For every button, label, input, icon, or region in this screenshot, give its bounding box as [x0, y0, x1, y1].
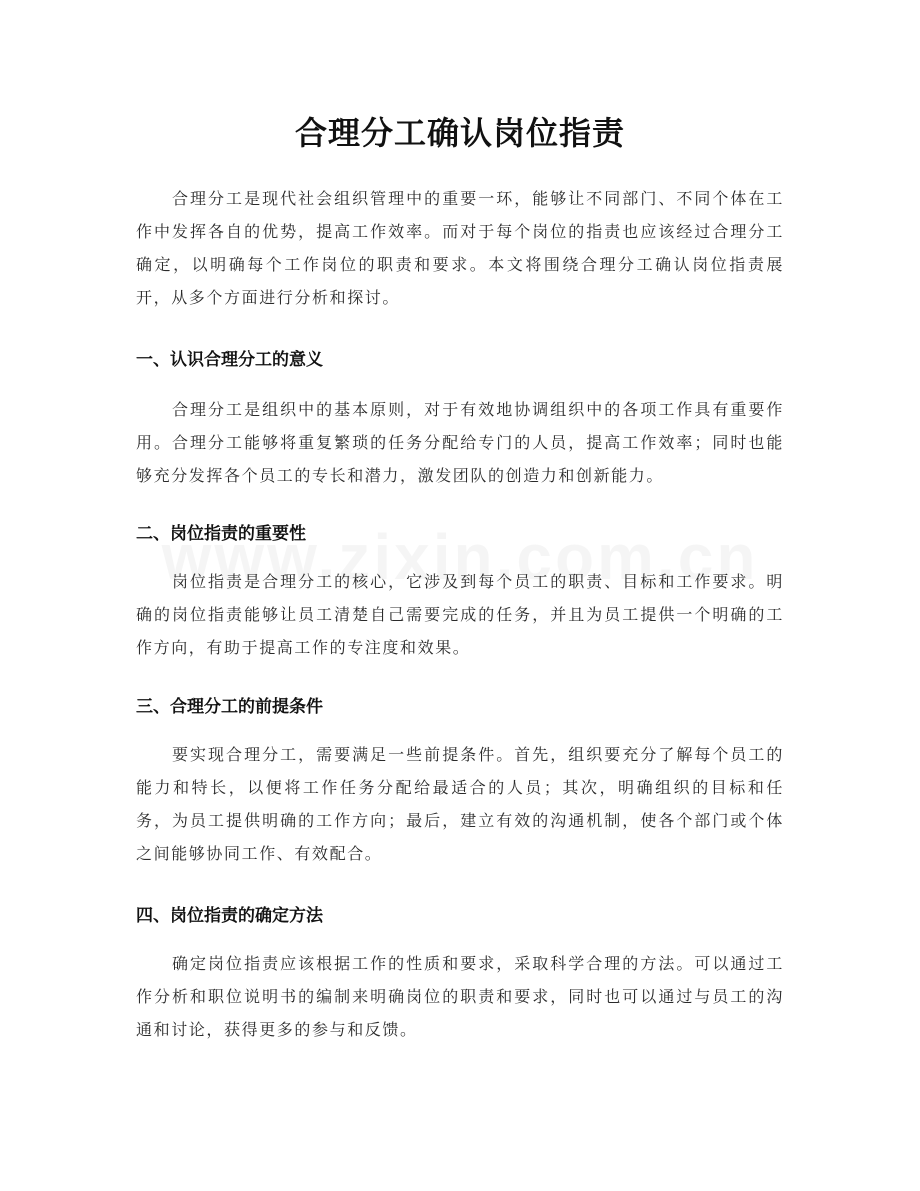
- section-3-body: 要实现合理分工，需要满足一些前提条件。首先，组织要充分了解每个员工的能力和特长，以便将工作任务分配给最适合的人员；其次，明确组织的目标和任务，为员工提供明确的工作方向；最后，建立有效的沟通机制，使各个部门或个体之间能够协同工作、有效配合。: [136, 745, 784, 863]
- document-title: 合理分工确认岗位指责: [294, 114, 625, 152]
- section-2-body: 岗位指责是合理分工的核心，它涉及到每个员工的职责、目标和工作要求。明确的岗位指责能够让员工清楚自己需要完成的任务，并且为员工提供一个明确的工作方向，有助于提高工作的专注度和效果。: [136, 572, 784, 657]
- section-2-heading: 二、岗位指责的重要性: [136, 524, 306, 544]
- section-4-heading: 四、岗位指责的确定方法: [136, 906, 323, 926]
- section-3-heading: 三、合理分工的前提条件: [136, 697, 323, 717]
- section-1-heading: 一、认识合理分工的意义: [136, 350, 323, 370]
- section-4-body: 确定岗位指责应该根据工作的性质和要求，采取科学合理的方法。可以通过工作分析和职位说明书的编制来明确岗位的职责和要求，同时也可以通过与员工的沟通和讨论，获得更多的参与和反馈。: [136, 954, 784, 1039]
- intro-paragraph: 合理分工是现代社会组织管理中的重要一环，能够让不同部门、不同个体在工作中发挥各自的优势，提高工作效率。而对于每个岗位的指责也应该经过合理分工确定，以明确每个工作岗位的职责和要求。本文将围绕合理分工确认岗位指责展开，从多个方面进行分析和探讨。: [136, 189, 784, 307]
- section-1-body: 合理分工是组织中的基本原则，对于有效地协调组织中的各项工作具有重要作用。合理分工能够将重复繁琐的任务分配给专门的人员，提高工作效率；同时也能够充分发挥各个员工的专长和潜力，激发团队的创造力和创新能力。: [136, 400, 784, 485]
